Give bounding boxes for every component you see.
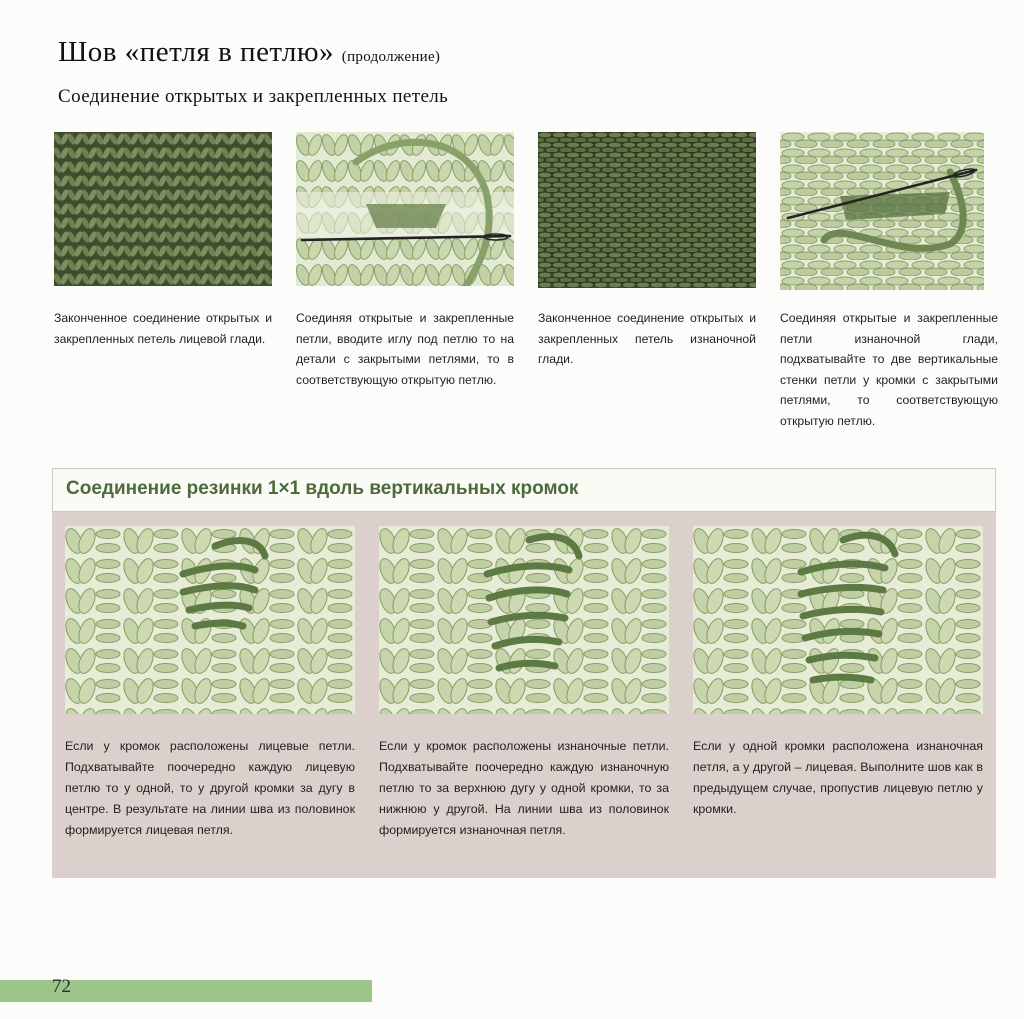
caption-needle-stockinette: Соединяя открытые и закрепленные петли, вводите иглу под петлю то на детали с закрытыми петлями, то в соответствующую открытую петлю. [296,311,514,387]
rib-purl-edges-seam-illustration [379,526,669,714]
needle-reverse-stockinette-join-illustration [780,132,984,290]
needle-stockinette-join-illustration [296,132,514,286]
page-title [58,36,440,69]
caption-rib-purl-edges: Если у кромок расположены изнаночные петли. Подхватывайте поочередно каждую изнаночную петлю то за верхнюю дугу у одной кромки, то за нижнюю у другой. На линии шва из половинок формируется изнаночная петля. [379,739,669,837]
rib-join-section [52,468,996,878]
finished-stockinette-join-photo [54,132,272,286]
finished-reverse-stockinette-join-photo [538,132,756,288]
rib-section-title: Соединение резинки 1×1 вдоль вертикальных кромок [66,478,579,499]
rib-section-header [52,468,996,512]
caption-finished-stockinette: Законченное соединение открытых и закрепленных петель лицевой глади. [54,311,272,346]
caption-finished-reverse-stockinette: Законченное соединение открытых и закрепленных петель изнаночной глади. [538,311,756,366]
rib-mixed-edges-seam-illustration [693,526,983,714]
page-number: 72 [52,976,71,997]
page-title-note: (продолжение) [341,49,441,65]
page-title-text: Шов «петля в петлю» [58,36,335,68]
rib-knit-edges-seam-illustration [65,526,355,714]
caption-needle-reverse-stockinette: Соединяя открытые и закрепленные петли изнаночной глади, подхватывайте то две вертикальные стенки петли у кромки с закрытыми петлями, то соответствующую открытую петлю. [780,311,998,428]
caption-rib-mixed-edges: Если у одной кромки расположена изнаночная петля, а у другой – лицевая. Выполните шов как в предыдущем случае, пропустив лицевую петлю у кромки. [693,739,983,816]
section-subtitle: Соединение открытых и закрепленных петель [58,86,449,107]
caption-rib-knit-edges: Если у кромок расположены лицевые петли. Подхватывайте поочередно каждую лицевую петлю то у одной, то у другой кромки за дугу в центре. В результате на линии шва из половинок формируется лицевая петля. [65,739,355,837]
